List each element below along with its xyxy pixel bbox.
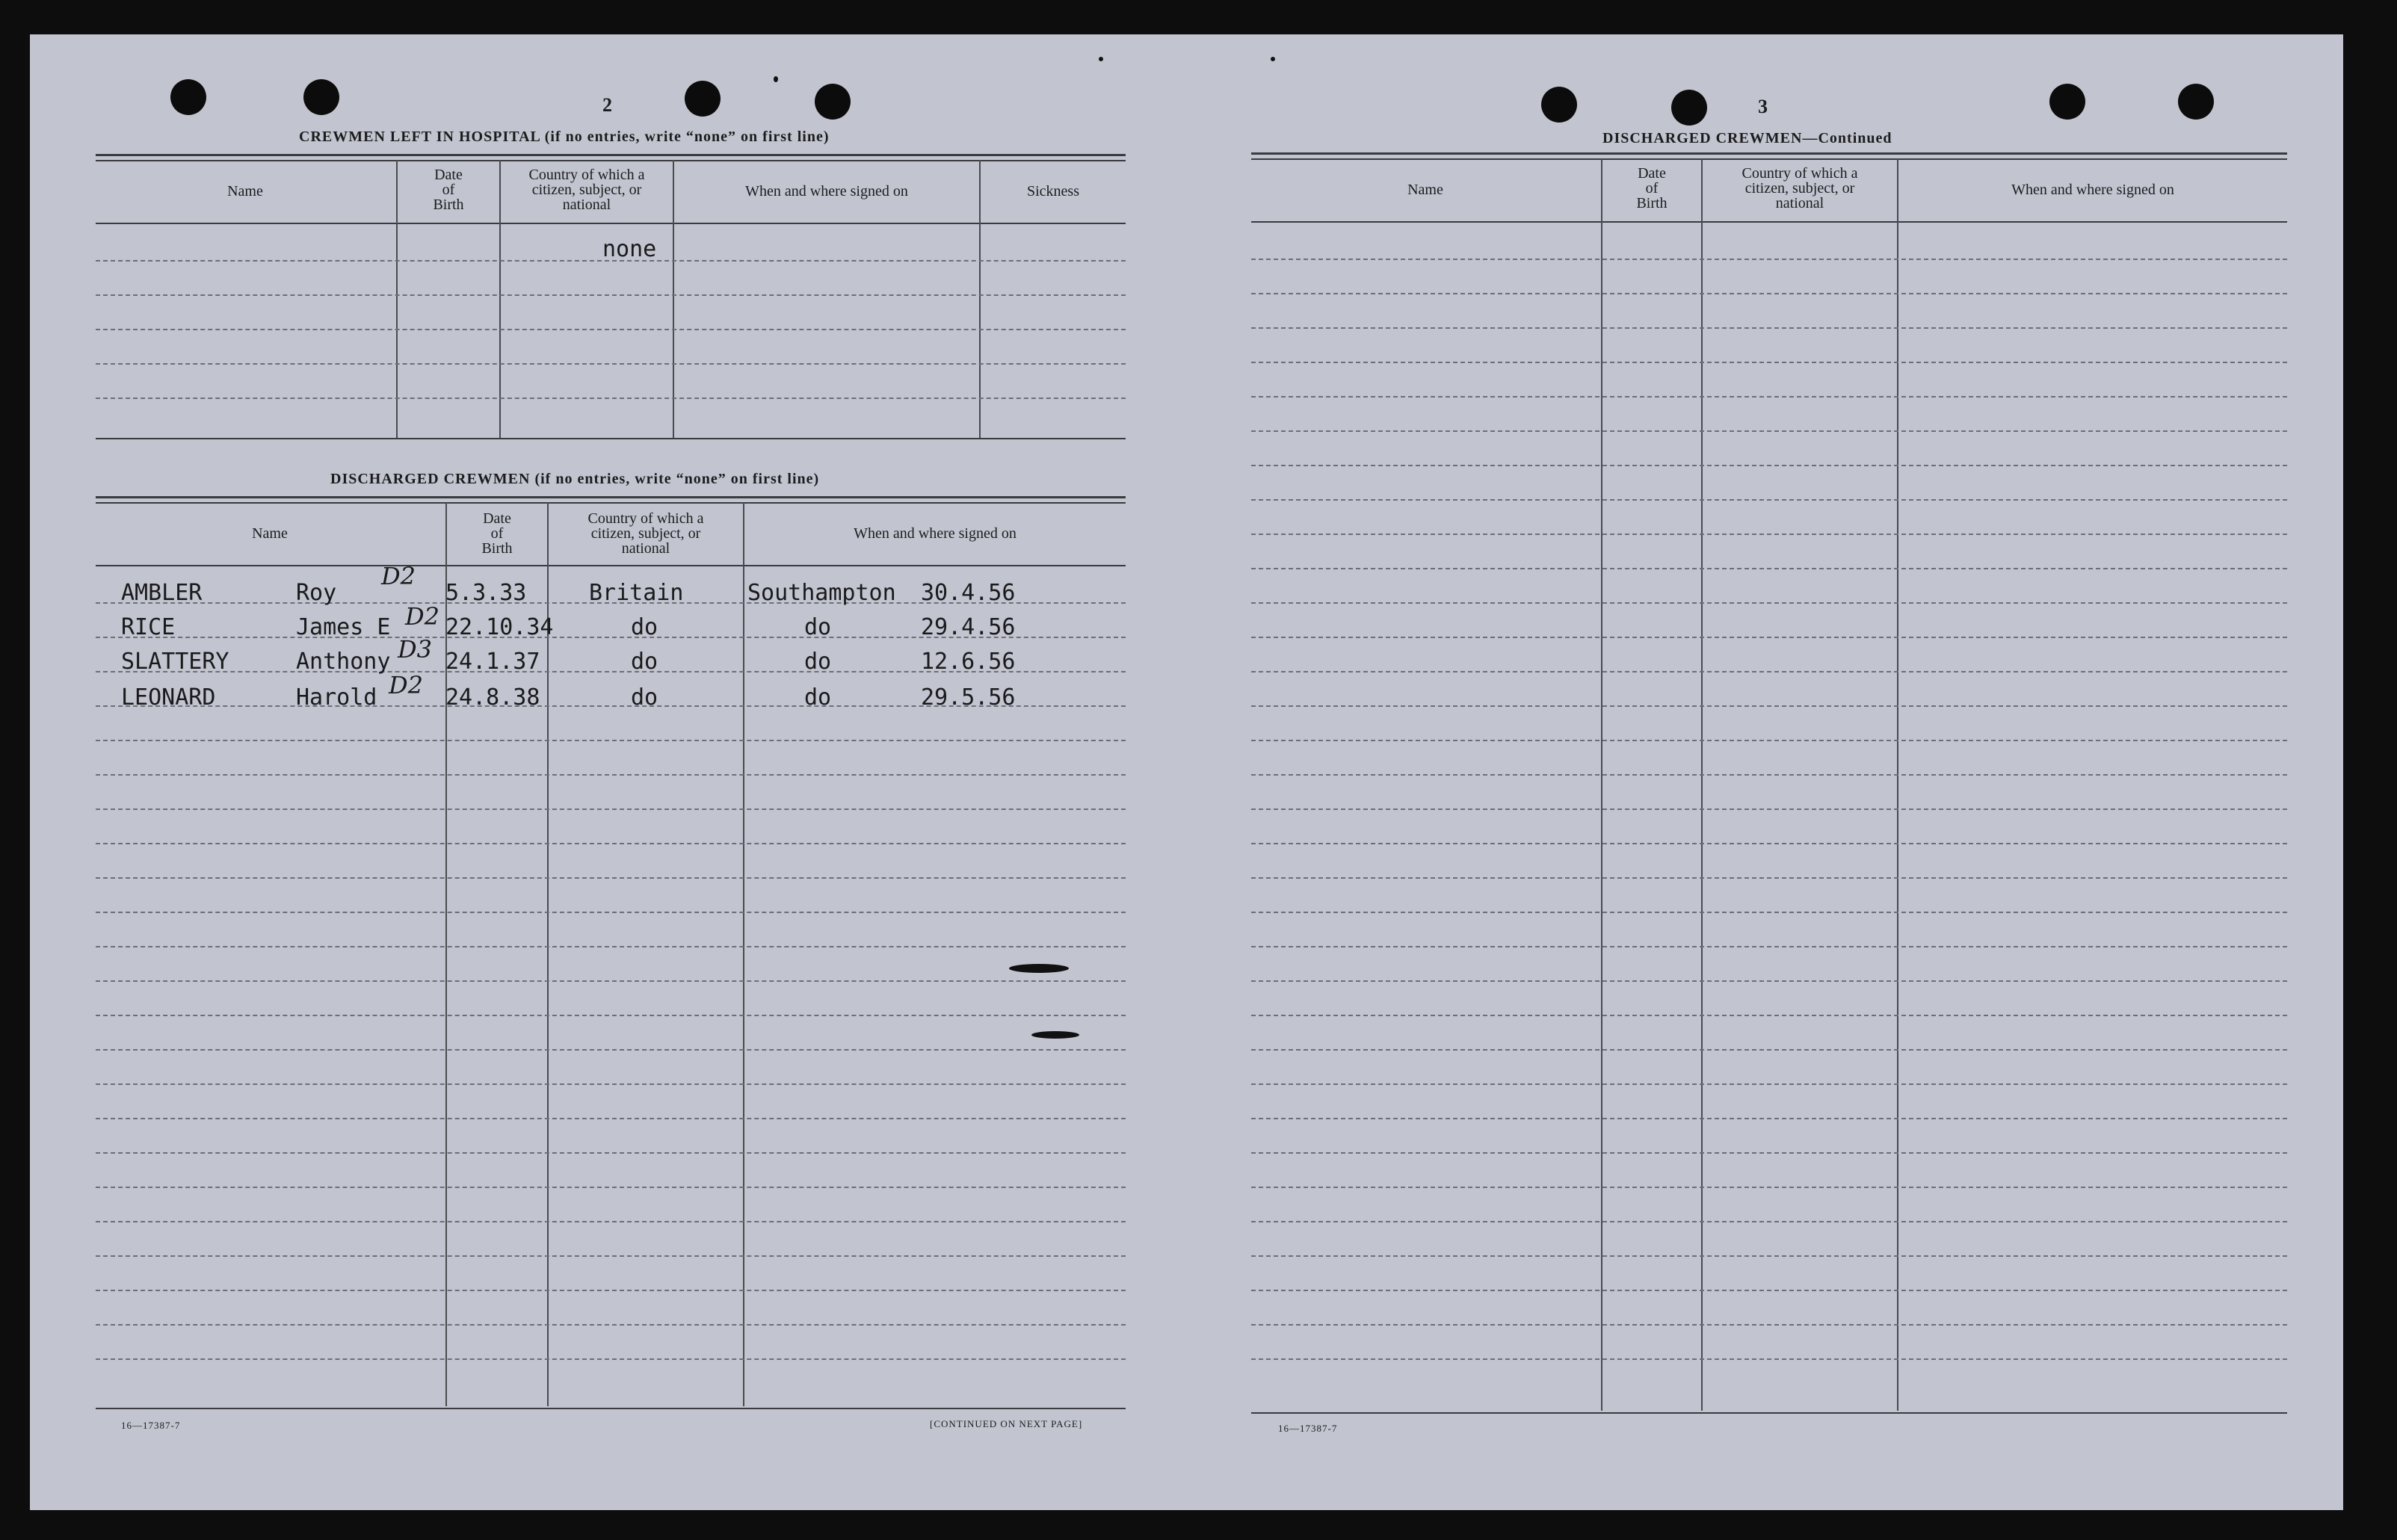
- ink-speck: [774, 76, 778, 82]
- entry-line: [1251, 671, 2287, 672]
- entry-line: [1251, 1324, 2287, 1326]
- entry-line: [1251, 843, 2287, 844]
- table-rule: [1251, 1412, 2287, 1414]
- crew-signed-date: 29.4.56: [921, 614, 1016, 640]
- entry-line: [1251, 534, 2287, 535]
- hospital-title-text: CREWMEN LEFT IN HOSPITAL: [299, 129, 540, 145]
- table-rule: [96, 565, 1126, 566]
- table-rule: [96, 502, 1126, 504]
- table-rule: [96, 438, 1126, 439]
- table-rule: [96, 496, 1126, 498]
- entry-line: [1251, 568, 2287, 569]
- entry-line: [96, 1187, 1126, 1188]
- crew-dob: 5.3.33: [445, 580, 527, 606]
- entry-line: [96, 1152, 1126, 1154]
- form-number: 16—17387-7: [121, 1420, 181, 1431]
- entry-line: [96, 398, 1126, 399]
- handwritten-mark: D2: [405, 602, 440, 631]
- entry-line: [96, 1015, 1126, 1016]
- entry-line: [96, 1290, 1126, 1291]
- punch-hole: [2049, 84, 2085, 120]
- discharged-continued-text: DISCHARGED CREWMEN: [1602, 130, 1803, 146]
- entry-line: [1251, 1152, 2287, 1154]
- crew-dob: 22.10.34: [445, 614, 554, 640]
- punch-hole: [685, 81, 721, 117]
- table-rule: [96, 1408, 1126, 1409]
- crew-country: do: [631, 684, 658, 711]
- entry-line: [1251, 1221, 2287, 1222]
- entry-line: [1251, 465, 2287, 466]
- hospital-section-title: [299, 129, 830, 146]
- entry-line: [96, 1118, 1126, 1119]
- column-header-dob: Date of Birth: [433, 167, 464, 213]
- hospital-first-entry: none: [602, 236, 657, 262]
- column-header-country: Country of which a citizen, subject, or national: [1742, 165, 1858, 211]
- discharged-title-text: DISCHARGED CREWMEN: [330, 471, 531, 487]
- entry-line: [1251, 293, 2287, 294]
- crew-signed-date: 30.4.56: [921, 580, 1016, 606]
- entry-line: [1251, 740, 2287, 741]
- column-header-signed-on: When and where signed on: [854, 525, 1017, 542]
- discharged-continued-title: [1602, 130, 1892, 147]
- entry-line: [1251, 946, 2287, 947]
- entry-line: [1251, 705, 2287, 707]
- entry-line: [1251, 1118, 2287, 1119]
- entry-line: [1251, 1187, 2287, 1188]
- crew-signed-place: do: [804, 684, 832, 711]
- column-divider: [673, 160, 674, 438]
- crew-country: do: [631, 649, 658, 675]
- entry-line: [1251, 912, 2287, 913]
- punch-hole: [1671, 90, 1707, 126]
- handwritten-mark: D2: [381, 562, 416, 590]
- crew-surname: AMBLER: [121, 580, 203, 606]
- table-rule: [96, 160, 1126, 161]
- entry-line: [1251, 430, 2287, 432]
- entry-line: [1251, 499, 2287, 501]
- entry-line: [1251, 1358, 2287, 1360]
- entry-line: [1251, 362, 2287, 363]
- entry-line: [1251, 396, 2287, 398]
- entry-line: [1251, 602, 2287, 604]
- column-header-dob: Date of Birth: [1636, 165, 1668, 211]
- column-header-sickness: Sickness: [1027, 183, 1079, 200]
- column-header-name: Name: [252, 525, 288, 542]
- entry-line: [96, 1083, 1126, 1085]
- table-rule: [96, 154, 1126, 156]
- ink-speck: [1009, 964, 1069, 973]
- entry-line: [96, 808, 1126, 810]
- entry-line: [1251, 1290, 2287, 1291]
- crew-dob: 24.1.37: [445, 649, 540, 675]
- punch-hole: [303, 79, 339, 115]
- column-header-country: Country of which a citizen, subject, or national: [587, 510, 704, 557]
- crew-given-name: James E: [296, 614, 391, 640]
- crew-signed-date: 12.6.56: [921, 649, 1016, 675]
- punch-hole: [170, 79, 206, 115]
- entry-line: [1251, 637, 2287, 638]
- entry-line: [1251, 808, 2287, 810]
- entry-line: [1251, 1255, 2287, 1257]
- entry-line: [1251, 259, 2287, 260]
- entry-line: [96, 877, 1126, 879]
- entry-line: [96, 774, 1126, 776]
- column-divider: [1601, 158, 1602, 1411]
- column-header-signed-on: When and where signed on: [2011, 182, 2174, 198]
- column-divider: [1897, 158, 1898, 1411]
- entry-line: [96, 1324, 1126, 1326]
- entry-line: [96, 843, 1126, 844]
- ink-speck: [1271, 57, 1275, 61]
- column-header-name: Name: [1407, 182, 1443, 198]
- entry-line: [96, 294, 1126, 296]
- punch-hole: [815, 84, 851, 120]
- crew-signed-date: 29.5.56: [921, 684, 1016, 711]
- entry-line: [96, 1221, 1126, 1222]
- entry-line: [96, 1049, 1126, 1051]
- column-header-signed-on: When and where signed on: [745, 183, 908, 200]
- handwritten-mark: D3: [398, 635, 433, 664]
- entry-line: [96, 946, 1126, 947]
- ink-speck: [1031, 1031, 1079, 1039]
- entry-line: [96, 1358, 1126, 1360]
- entry-line: [96, 1255, 1126, 1257]
- crew-signed-place: Southampton: [747, 580, 896, 606]
- page-number: 2: [602, 94, 612, 116]
- crew-surname: RICE: [121, 614, 176, 640]
- entry-line: [1251, 774, 2287, 776]
- discharged-continued-suffix: —Continued: [1802, 130, 1892, 146]
- table-rule: [96, 223, 1126, 224]
- page-number: 3: [1758, 96, 1768, 117]
- handwritten-mark: D2: [389, 671, 424, 699]
- form-number: 16—17387-7: [1278, 1423, 1338, 1434]
- punch-hole: [2178, 84, 2214, 120]
- table-rule: [1251, 152, 2287, 155]
- crew-given-name: Harold: [296, 684, 377, 711]
- entry-line: [1251, 1083, 2287, 1085]
- crew-given-name: Roy: [296, 580, 337, 606]
- entry-line: [96, 912, 1126, 913]
- crew-surname: SLATTERY: [121, 649, 229, 675]
- crew-country: Britain: [589, 580, 684, 606]
- entry-line: [1251, 980, 2287, 982]
- punch-hole: [1541, 87, 1577, 123]
- continued-note: [CONTINUED ON NEXT PAGE]: [930, 1418, 1083, 1429]
- column-divider: [979, 160, 981, 438]
- entry-line: [1251, 327, 2287, 329]
- hospital-title-note: (if no entries, write “none” on first line): [544, 129, 830, 145]
- entry-line: [1251, 877, 2287, 879]
- table-rule: [1251, 158, 2287, 160]
- column-divider: [1701, 158, 1703, 1411]
- ink-speck: [1099, 57, 1103, 61]
- crew-given-name: Anthony: [296, 649, 391, 675]
- entry-line: [96, 329, 1126, 330]
- entry-line: [1251, 1015, 2287, 1016]
- column-header-country: Country of which a citizen, subject, or national: [528, 167, 645, 213]
- entry-line: [96, 363, 1126, 365]
- entry-line: [1251, 1049, 2287, 1051]
- crew-surname: LEONARD: [121, 684, 216, 711]
- crew-dob: 24.8.38: [445, 684, 540, 711]
- entry-line: [96, 980, 1126, 982]
- entry-line: [96, 740, 1126, 741]
- table-rule: [1251, 221, 2287, 223]
- column-header-dob: Date of Birth: [481, 510, 513, 557]
- document-sheet: [30, 34, 2343, 1510]
- crew-signed-place: do: [804, 614, 832, 640]
- discharged-title-note: (if no entries, write “none” on first line): [534, 471, 820, 487]
- discharged-section-title: [330, 471, 819, 488]
- column-header-name: Name: [227, 183, 263, 200]
- crew-signed-place: do: [804, 649, 832, 675]
- crew-country: do: [631, 614, 658, 640]
